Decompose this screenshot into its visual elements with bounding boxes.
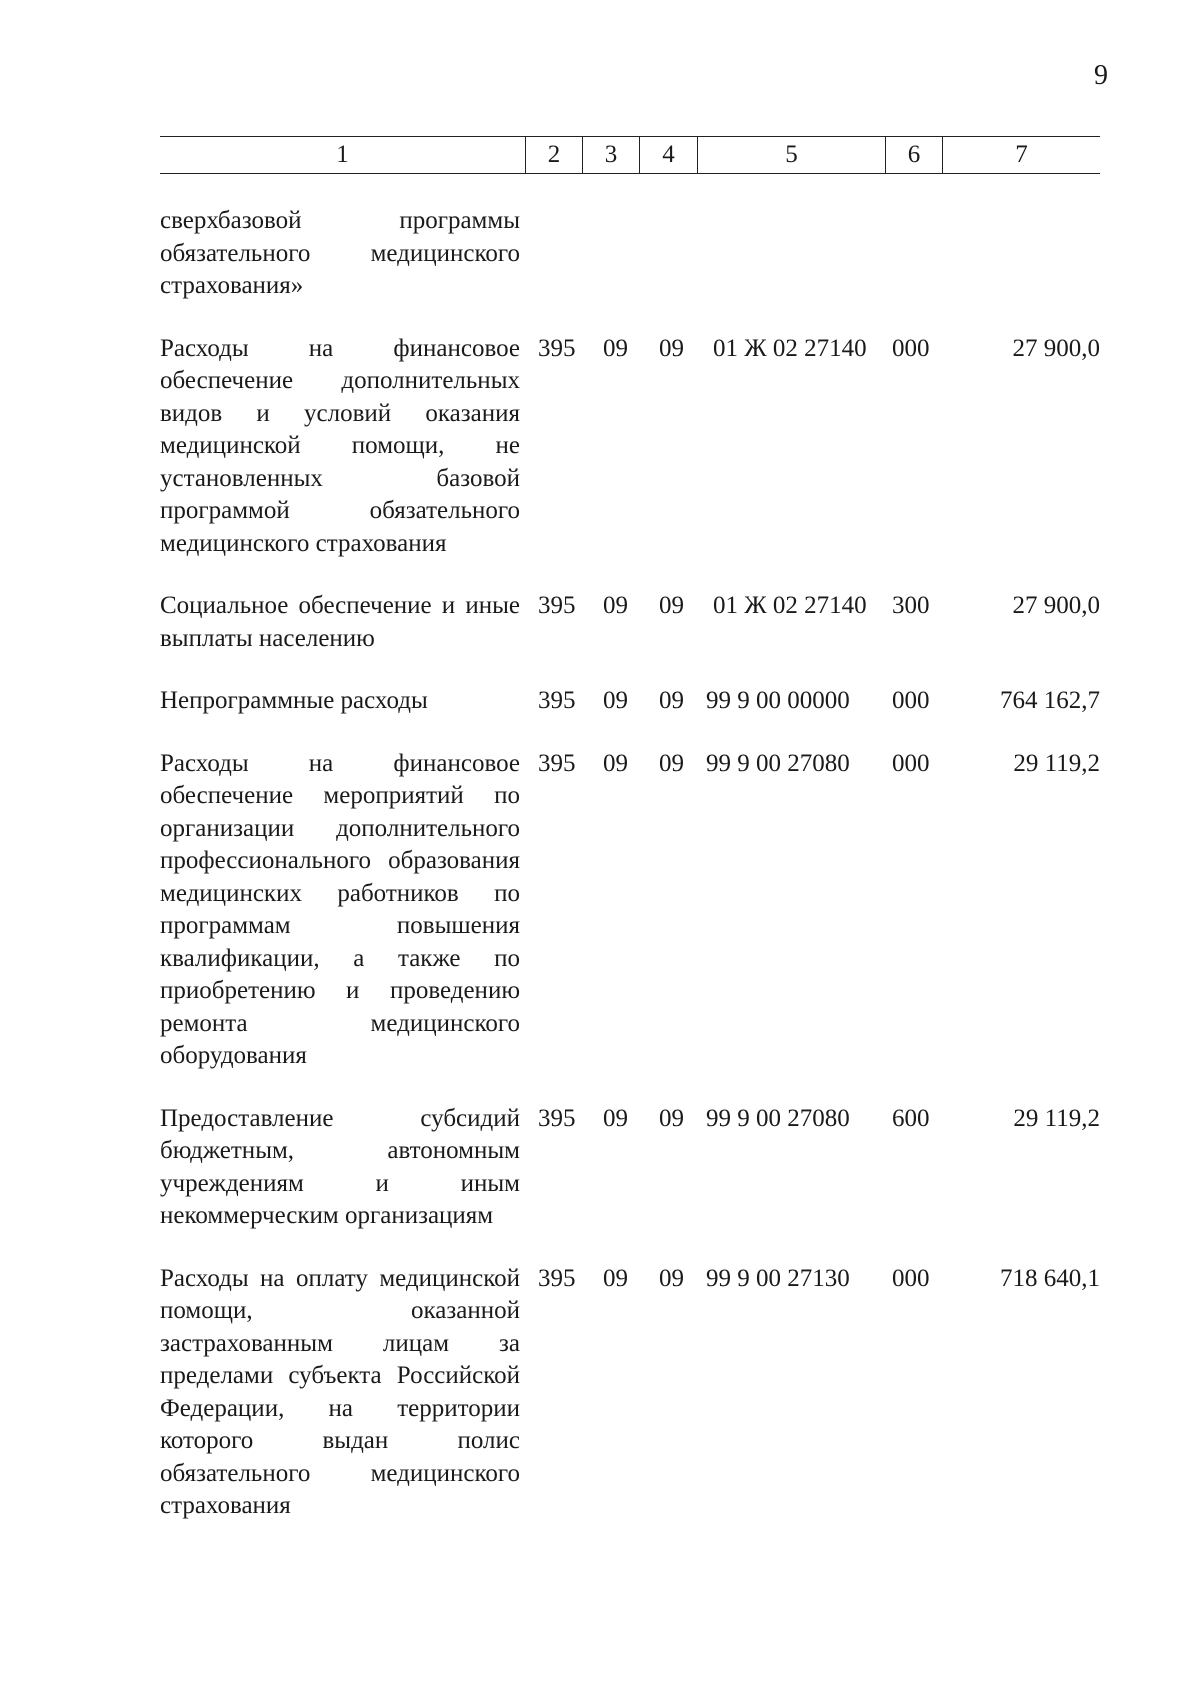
table-row [160,685,1100,718]
row-target-item-code: 99 9 00 27080 [706,1104,850,1132]
table-row [160,333,1100,561]
row-amount: 29 119,2 [1013,749,1100,777]
row-expense-type-code: 600 [892,1104,930,1132]
row-description: Расходы на финансовое обеспечение мероприятий по организации дополнительного профессионального образования медицинских работников по программам повышения квалификации, а также по приобретению и проведению ремонта медицинского оборудования [160,749,520,1069]
row-subsection-code: 09 [659,1264,684,1292]
row-expense-type-code: 000 [892,1264,930,1292]
row-expense-type-code: 300 [892,592,930,619]
row-target-item-code: 99 9 00 27130 [706,1264,850,1292]
row-subsection-code: 09 [659,687,684,714]
row-ministry-code: 395 [538,1104,576,1132]
header-col-6: 6 [886,137,943,173]
table-body [160,205,1100,1553]
row-amount: 27 900,0 [1012,334,1100,362]
table-header [160,136,1100,174]
header-col-3: 3 [583,137,640,173]
row-expense-type-code: 000 [892,687,930,714]
row-target-item-code: 01 Ж 02 27140 [713,334,867,362]
header-col-5: 5 [698,137,886,173]
row-subsection-code: 09 [659,749,684,777]
row-section-code: 09 [603,1264,628,1292]
row-target-item-code: 99 9 00 27080 [706,749,850,777]
row-subsection-code: 09 [659,1104,684,1132]
row-description: Расходы на оплату медицинской помощи, оказанной застрахованным лицам за пределами субъекта Российской Федерации, на территории которого выдан полис обязательного медицинского страхования [160,1264,520,1519]
row-ministry-code: 395 [538,1264,576,1292]
row-description: Социальное обеспечение и иные выплаты населению [160,592,520,652]
header-col-1: 1 [160,137,526,173]
row-section-code: 09 [603,749,628,777]
row-description: сверхбазовой программы обязательного медицинского страхования» [160,207,520,299]
row-ministry-code: 395 [538,334,576,362]
row-section-code: 09 [603,334,628,362]
row-description: Предоставление субсидий бюджетным, автономным учреждениям и иным некоммерческим организациям [160,1104,520,1229]
row-subsection-code: 09 [659,592,684,619]
table-row [160,748,1100,1073]
table-row [160,1103,1100,1233]
header-col-7: 7 [1015,141,1028,168]
row-expense-type-code: 000 [892,749,930,777]
row-target-item-code: 99 9 00 00000 [706,687,850,714]
header-col-2: 2 [526,137,583,173]
row-ministry-code: 395 [538,749,576,777]
row-amount: 764 162,7 [1000,687,1100,714]
row-section-code: 09 [603,687,628,714]
row-subsection-code: 09 [659,334,684,362]
row-amount: 718 640,1 [1000,1264,1100,1292]
page-number: 9 [1094,60,1108,91]
row-expense-type-code: 000 [892,334,930,362]
row-section-code: 09 [603,592,628,619]
table-row [160,1263,1100,1523]
row-ministry-code: 395 [538,592,576,619]
row-description: Непрограммные расходы [160,687,428,714]
row-ministry-code: 395 [538,687,576,714]
row-amount: 29 119,2 [1013,1104,1100,1132]
table-row [160,590,1100,655]
row-amount: 27 900,0 [1012,592,1100,619]
table-row [160,205,1100,303]
row-section-code: 09 [603,1104,628,1132]
row-description: Расходы на финансовое обеспечение дополнительных видов и условий оказания медицинской помощи, не установленных базовой программой обязательного медицинского страхования [160,334,520,557]
header-col-4: 4 [640,137,698,173]
row-target-item-code: 01 Ж 02 27140 [713,592,867,619]
